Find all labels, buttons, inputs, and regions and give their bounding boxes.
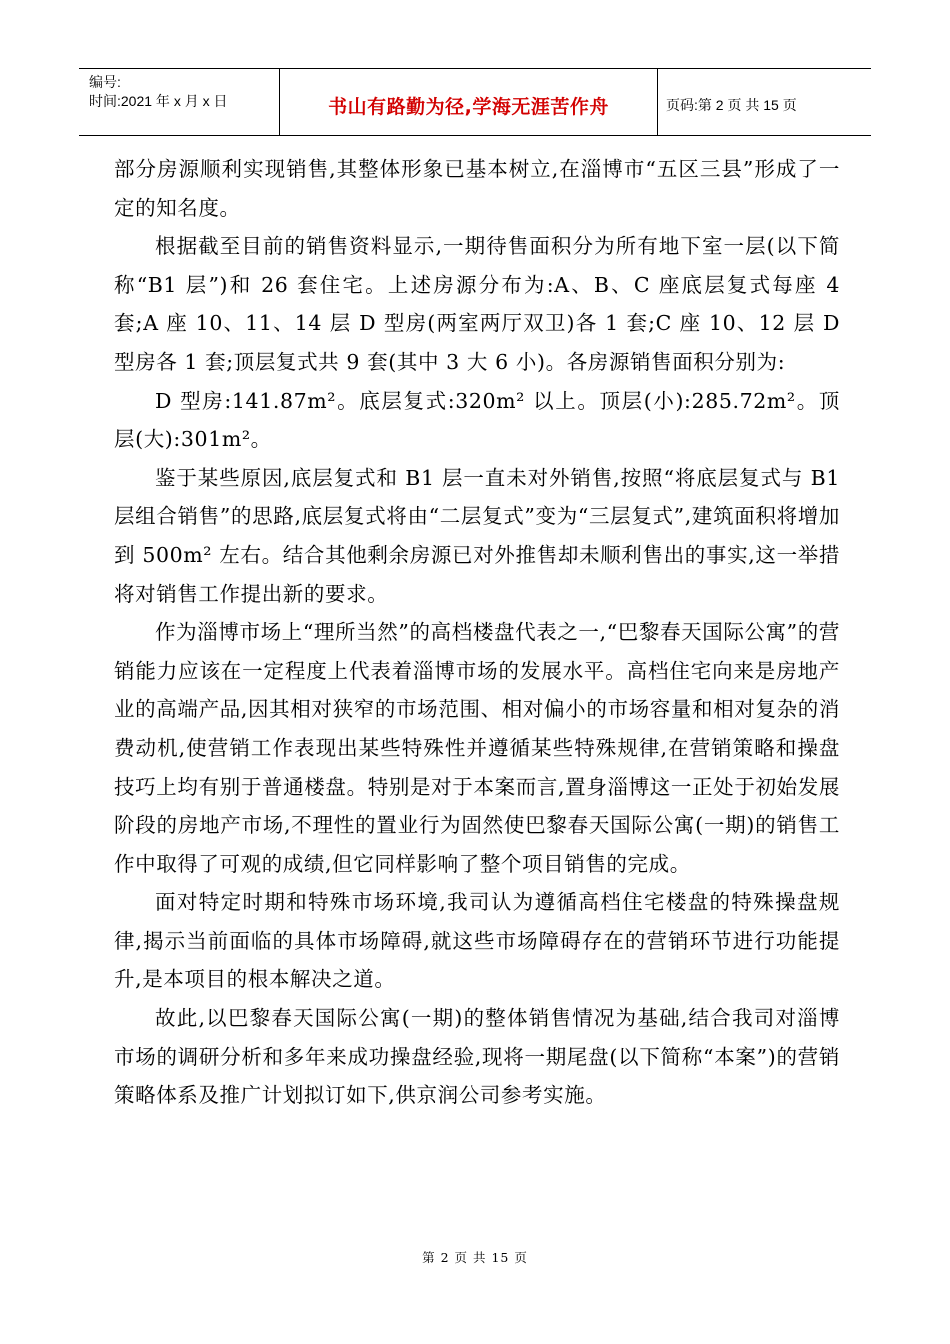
header-motto: 书山有路勤为径,学海无涯苦作舟 (328, 95, 609, 118)
header-motto-cell (280, 69, 658, 135)
paragraph-continued: 部分房源顺利实现销售,其整体形象已基本树立,在淄博市“五区三县”形成了一定的知名度。 (114, 157, 840, 220)
header-page-info: 页码:第 2 页 共 15 页 (666, 97, 797, 113)
paragraph: 故此,以巴黎春天国际公寓(一期)的整体销售情况为基础,结合我司对淄博市场的调研分析和多年来成功操盘经验,现将一期尾盘(以下简称“本案”)的营销策略体系及推广计划拟订如下,供京润公司参考实施。 (114, 1006, 840, 1108)
header-meta-cell (79, 69, 280, 135)
document-body (114, 150, 840, 1115)
paragraph: 作为淄博市场上“理所当然”的高档楼盘代表之一,“巴黎春天国际公寓”的营销能力应该在一定程度上代表着淄博市场的发展水平。高档住宅向来是房地产业的高端产品,因其相对狭窄的市场范围、相对偏小的市场容量和相对复杂的消费动机,使营销工作表现出某些特殊性并遵循某些特殊规律,在营销策略和操盘技巧上均有别于普通楼盘。特别是对于本案而言,置身淄博这一正处于初始发展阶段的房地产市场,不理性的置业行为固然使巴黎春天国际公寓(一期)的销售工作中取得了可观的成绩,但它同样影响了整个项目销售的完成。 (114, 620, 840, 876)
paragraph: 鉴于某些原因,底层复式和 B1 层一直未对外销售,按照“将底层复式与 B1 层组合销售”的思路,底层复式将由“二层复式”变为“三层复式”,建筑面积将增加到 500m² 左右。结合其他剩余房源已对外推售却未顺利售出的事实,这一举措将对销售工作提出新的要求。 (114, 465, 840, 606)
page-footer: 第 2 页 共 15 页 (422, 1250, 528, 1265)
paragraph: 根据截至目前的销售资料显示,一期待售面积分为所有地下室一层(以下简称“B1 层”)和 26 套住宅。上述房源分布为:A、B、C 座底层复式每座 4 套;A 座 10、11、14 层 D 型房(两室两厅双卫)各 1 套;C 座 10、12 层 D 型房各 1 套;顶层复式共 9 套(其中 3 大 6 小)。各房源销售面积分别为: (114, 234, 840, 374)
header-table (79, 68, 871, 136)
paragraph: 面对特定时期和特殊市场环境,我司认为遵循高档住宅楼盘的特殊操盘规律,揭示当前面临的具体市场障碍,就这些市场障碍存在的营销环节进行功能提升,是本项目的根本解决之道。 (114, 890, 840, 992)
document-time-label: 时间:2021 年 x 月 x 日 (89, 93, 228, 109)
paragraph: D 型房:141.87m²。底层复式:320m² 以上。顶层(小):285.72m²。顶层(大):301m²。 (114, 388, 840, 452)
header-page-cell (658, 69, 871, 135)
document-number-label: 编号: (89, 74, 121, 90)
